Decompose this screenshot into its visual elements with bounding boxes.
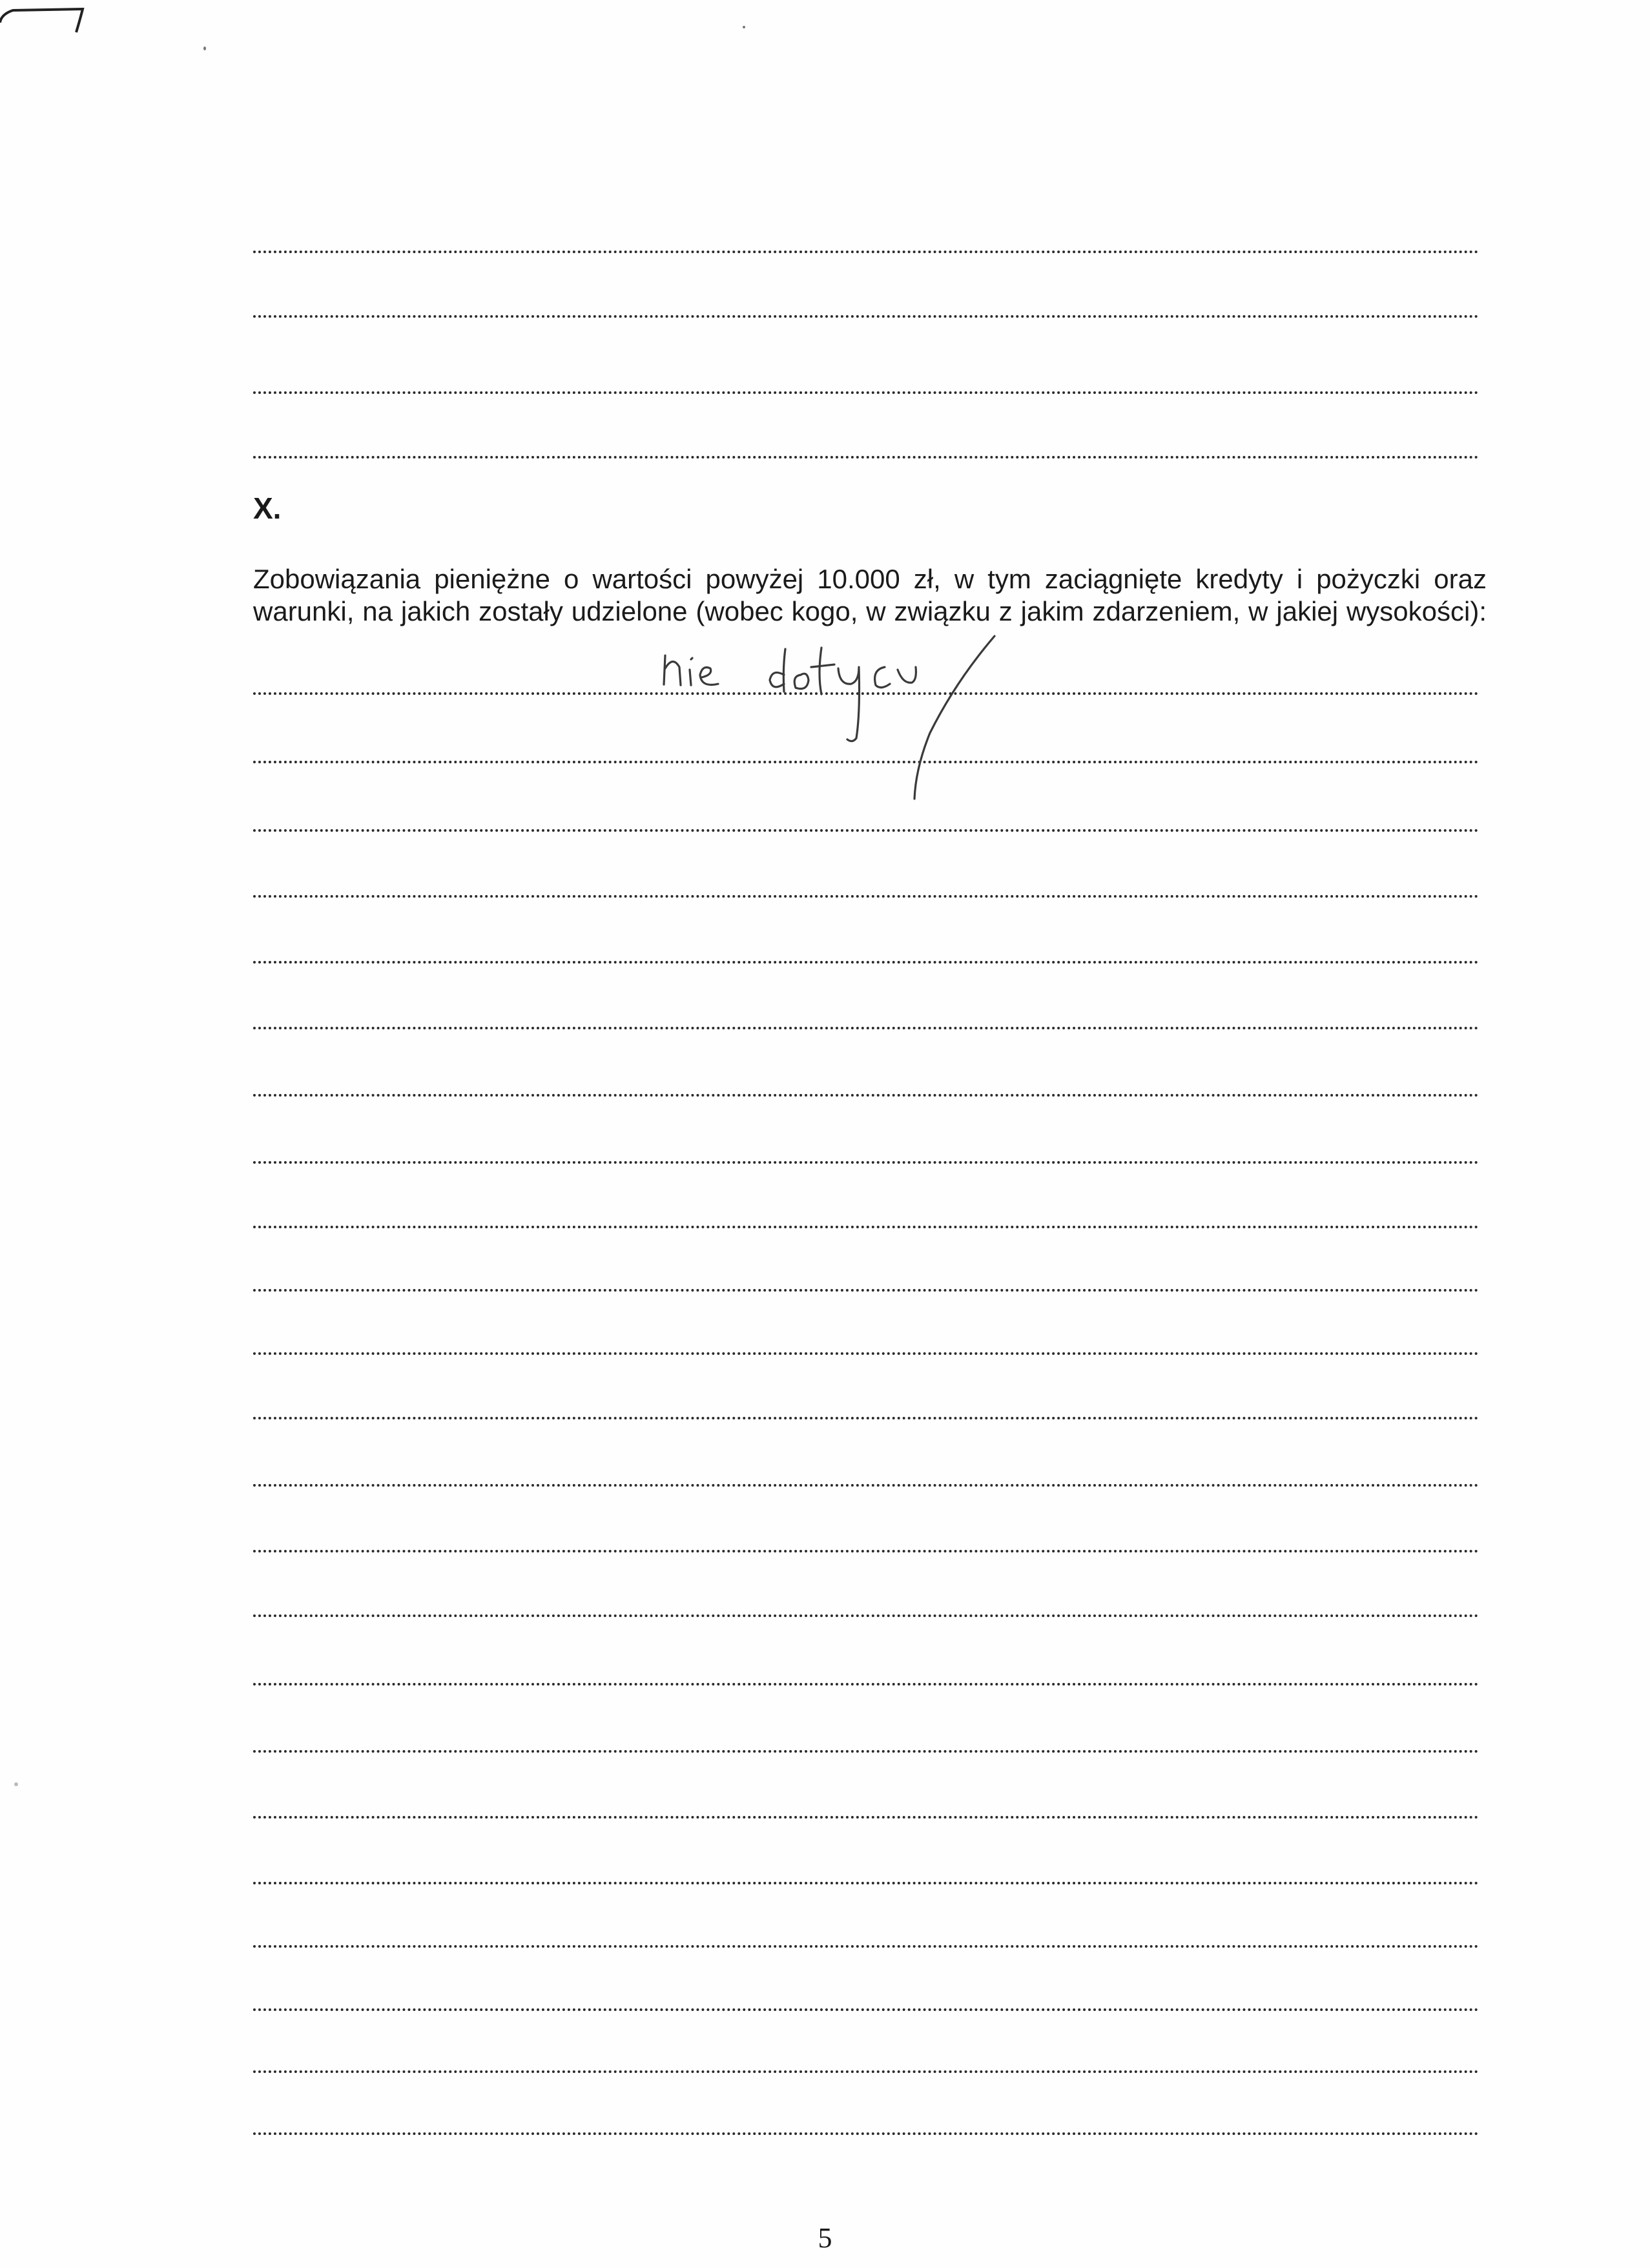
section-text-line: Zobowiązania pieniężne o wartości powyżej 10.000 zł, w tym zaciągnięte kredyty i pożyczki oraz — [253, 564, 1487, 594]
scan-speck — [203, 46, 206, 50]
answer-line — [253, 2070, 1479, 2073]
answer-line — [253, 1484, 1479, 1487]
dotted-line — [253, 391, 1479, 394]
answer-line — [253, 1352, 1479, 1355]
dotted-line — [253, 315, 1479, 318]
answer-line — [253, 1161, 1479, 1164]
handwritten-answer — [646, 630, 1007, 804]
answer-line — [253, 1945, 1479, 1948]
answer-line — [253, 1614, 1479, 1617]
answer-line — [253, 1289, 1479, 1292]
answer-line — [253, 1027, 1479, 1029]
answer-line — [253, 2008, 1479, 2011]
answer-line — [253, 1816, 1479, 1819]
answer-line — [253, 1094, 1479, 1097]
corner-mark — [0, 0, 97, 39]
dotted-line — [253, 456, 1479, 459]
dotted-line — [253, 251, 1479, 253]
section-text-line: warunki, na jakich zostały udzielone (wobec kogo, w związku z jakim zdarzeniem, w jakiej wysokości): — [253, 596, 1487, 626]
answer-line — [253, 1882, 1479, 1884]
scan-speck — [14, 1782, 18, 1786]
answer-line — [253, 2132, 1479, 2135]
answer-line — [253, 1683, 1479, 1686]
answer-line — [253, 961, 1479, 964]
scan-speck — [743, 26, 745, 28]
section-number: X. — [253, 491, 282, 525]
answer-line — [253, 1750, 1479, 1753]
answer-line — [253, 1226, 1479, 1228]
answer-line — [253, 895, 1479, 898]
page-number: 5 — [818, 2222, 832, 2254]
section-description — [253, 563, 1487, 628]
answer-line — [253, 1550, 1479, 1552]
answer-line — [253, 1417, 1479, 1419]
answer-line — [253, 829, 1479, 832]
